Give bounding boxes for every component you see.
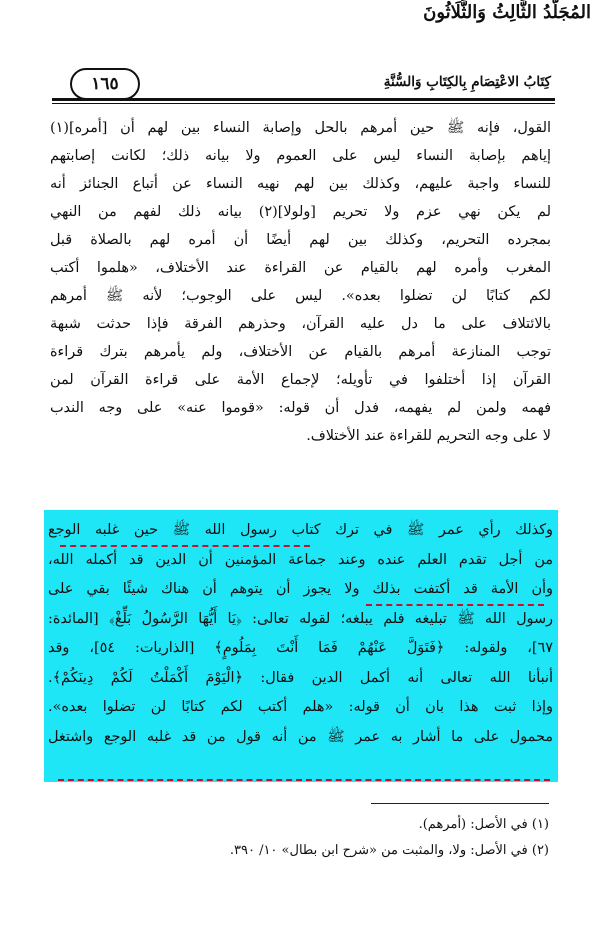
text-line: لا على وجه التحريم للقراءة عند الأختلاف. — [306, 428, 551, 444]
header-rule — [52, 98, 555, 101]
text-line: القرآن إذا أختلفوا في تأويله؛ لإجماع الأمة على قراءة القرآن لمن — [50, 372, 551, 388]
highlighted-line: وكذلك رأي عمر ﷺ في ترك كتاب رسول الله ﷺ حين غلبه الوجع — [48, 522, 553, 538]
text-line: المغرب وأمره لهم بالقيام عن القراءة عند الأختلاف، «هلموا أكتب — [50, 260, 551, 276]
header-rule-thin — [52, 103, 555, 104]
footnotes — [49, 812, 549, 864]
footnote: (١) في الأصل: (أمرهم). — [418, 817, 549, 832]
highlighted-text — [48, 516, 553, 752]
highlighted-line: محمول على ما أشار به عمر ﷺ من أنه قول من قد غلبه الوجع واشتغل — [48, 728, 553, 745]
red-dashed-underline — [366, 604, 544, 606]
footnote: (٢) في الأصل: ولا، والمثبت من «شرح ابن بطال» ١٠/ ٣٩٠. — [229, 843, 549, 858]
footnote-rule — [371, 803, 549, 804]
red-dashed-underline — [60, 545, 310, 547]
body-text — [50, 114, 551, 450]
highlighted-line: وإذا ثبت هذا بان أن قوله: «هلم أكتب لكم كتابًا لن تضلوا بعده». — [48, 699, 553, 715]
text-line: القول، فإنه ﷺ حين أمرهم بالحل وإصابة النساء بين لهم أن [أمره](١) — [50, 120, 551, 136]
highlighted-line: رسول الله ﷺ تبليغه فلم يبلغه؛ لقوله تعالى: ﴿يَا أَيُّهَا الرَّسُولُ بَلِّغْ﴾ [المائدة: — [48, 610, 553, 627]
highlighted-line: وأن الأمة قد أكتفت بذلك ولا يجوز أن يتوهم أن هناك شيئًا بقي على — [48, 581, 553, 597]
text-line: فهمه ولمن لم يفهمه، فدل أن قوله: «قوموا عنه» على وجه الندب — [50, 400, 551, 416]
text-line: لكم كتابًا لن تضلوا بعده». ليس على الوجوب؛ لأنه ﷺ أمرهم — [50, 288, 551, 304]
text-line: توجب المنازعة أمرهم بالقيام عن الأختلاف، ولم يأمرهم بترك قراءة — [50, 344, 551, 360]
highlighted-line: أنبأنا الله تعالى أنه أكمل الدين فقال: ﴿الْيَوْمَ أَكْمَلْتُ لَكُمْ دِينَكُمْ﴾. — [48, 669, 553, 686]
text-line: للنساء واجبة عليهم، وكذلك بين لهم نهيه النساء عن أتباع الجنائز أنه — [50, 176, 551, 192]
text-line: بالائتلاف على ما دل عليه القرآن، وحذرهم الفرقة فإذا حدثت شبهة — [50, 316, 551, 332]
running-title: المُجَلَّدُ الثَّالِثُ وَالثَّلَاثُونَ — [423, 2, 591, 23]
text-line: إياهم بإصابة النساء ليس على العموم ولا بيانه ذلك؛ لكانت إصابتهم — [50, 148, 551, 164]
highlighted-line: من أجل تقدم العلم عنده وعند جماعة المؤمنين أن الدين قد أكمله الله، — [48, 551, 553, 568]
red-dashed-underline — [58, 779, 550, 781]
text-line: بمجرده التحريم، وكذلك بين لهم أيضًا أن أمره لهم بالصلاة قبل — [50, 232, 551, 248]
book-title: كِتَابُ الاعْتِصَامِ بِالكِتَابِ وَالسُّنَّةِ — [383, 74, 551, 90]
text-line: لم يكن نهي عزم ولا تحريم [ولولا](٢) بيانه ذلك لفهم من النهي — [50, 204, 551, 220]
page-number: ١٦٥ — [70, 68, 140, 100]
highlighted-line: ٦٧]، ولقوله: ﴿فَتَوَلَّ عَنْهُمْ فَمَا أَنْتَ بِمَلُومٍ﴾ [الذاريات: ٥٤]، وقد — [48, 640, 553, 656]
